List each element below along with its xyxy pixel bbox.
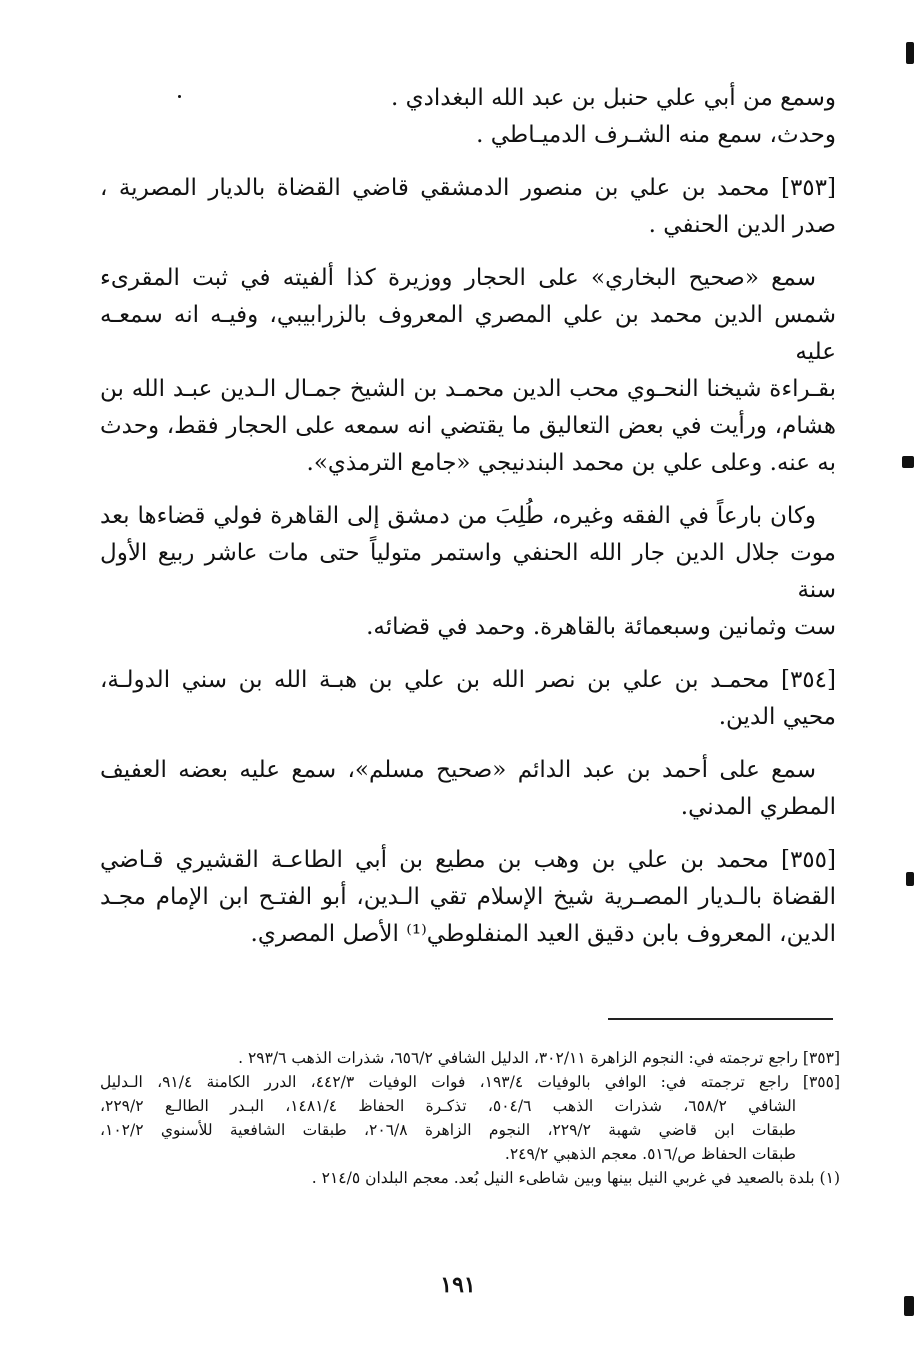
text-line: شمس الدين محمد بن علي المصري المعروف بالزرابيبي، وفيـه انه سمعـه عليه xyxy=(100,302,836,365)
scan-speck xyxy=(904,1296,914,1316)
text-line: الدين، المعروف بابن دقيق العيد المنفلوطي⁽¹⁾ الأصل المصري. xyxy=(250,921,836,947)
footnote-353 xyxy=(100,1046,840,1070)
text-line: موت جلال الدين جار الله الحنفي واستمر متولياً حتى مات عاشر ربيع الأول سنة xyxy=(100,540,836,603)
text-line: ست وثمانين وسبعمائة بالقاهرة. وحمد في قضائه. xyxy=(366,614,836,640)
entry-354-heading xyxy=(100,662,836,736)
footnote-1 xyxy=(100,1166,840,1190)
entry-354-body xyxy=(100,752,836,826)
text-line: وسمع من أبي علي حنبل بن عبد الله البغدادي . xyxy=(391,85,836,111)
footnote-line: طبقات الحفاظ ص/٥١٦. معجم الذهبي ٢٤٩/٢. xyxy=(504,1145,796,1163)
text-line: وحدث، سمع منه الشـرف الدميـاطي . xyxy=(476,122,836,148)
footnote-line: (١) بلدة بالصعيد في غربي النيل بينها وبين شاطىء النيل بُعد. معجم البلدان ٢١٤/٥ . xyxy=(311,1169,840,1187)
footnotes xyxy=(100,1046,840,1190)
footnote-line: [٣٥٥] راجع ترجمته في: الوافي بالوفيات ١٩٣/٤، فوات الوفيات ٤٤٢/٣، الدرر الكامنة ٩١/٤، الـدليل xyxy=(100,1073,840,1091)
text-line: بقـراءة شيخنا النحـوي محب الدين محمـد بن الشيخ جمـال الـدين عبـد الله بن xyxy=(100,376,836,402)
footnote-line: [٣٥٣] راجع ترجمته في: النجوم الزاهرة ٣٠٢/١١، الدليل الشافي ٦٥٦/٢، شذرات الذهب ٢٩٣/٦ . xyxy=(238,1049,840,1067)
text-line: [٣٥٥] محمد بن علي بن وهب بن مطيع بن أبي الطاعـة القشيري قـاضي xyxy=(100,847,836,873)
scan-speck xyxy=(906,42,914,64)
footnote-line: طبقات ابن قاضي شهبة ٢٢٩/٢، النجوم الزاهرة ٢٠٦/٨، طبقات الشافعية للأسنوي ١٠٢/٢، xyxy=(100,1121,796,1139)
text-line: [٣٥٣] محمد بن علي بن منصور الدمشقي قاضي القضاة بالديار المصرية ، xyxy=(100,175,836,201)
text-line: المطري المدني. xyxy=(680,794,836,820)
entry-353-heading xyxy=(100,170,836,244)
text-line: [٣٥٤] محمـد بن علي بن نصر الله بن علي بن هبـة الله بن سني الدولـة، xyxy=(100,667,836,693)
entry-353-body xyxy=(100,260,836,482)
text-line: به عنه. وعلى علي بن محمد البندنيجي «جامع الترمذي». xyxy=(306,450,836,476)
footnote-line: الشافي ٦٥٨/٢، شذرات الذهب ٥٠٤/٦، تذكـرة الحفاظ ١٤٨١/٤، البـدر الطالـع ٢٢٩/٢، xyxy=(100,1097,797,1115)
text-line: القضاة بالـديار المصـرية شيخ الإسلام تقي الـدين، أبو الفتـح ابن الإمام مجـد xyxy=(100,884,836,910)
main-text xyxy=(100,0,836,953)
text-line: هشام، ورأيت في بعض التعاليق ما يقتضي انه سمعه على الحجار فقط، وحدث xyxy=(100,413,836,439)
scan-speck xyxy=(902,456,914,468)
entry-355-heading xyxy=(100,842,836,953)
text-line: صدر الدين الحنفي . xyxy=(648,212,836,238)
text-line: سمع «صحيح البخاري» على الحجار ووزيرة كذا ألفيته في ثبت المقرىء xyxy=(100,265,816,291)
text-line: محيي الدين. xyxy=(718,704,836,730)
text-line: وكان بارعاً في الفقه وغيره، طُلِبَ من دمشق إلى القاهرة فولي قضاءها بعد xyxy=(100,503,816,529)
footnote-355 xyxy=(100,1070,840,1166)
footnote-separator xyxy=(608,1018,833,1020)
paragraph-hanbal xyxy=(100,80,836,154)
page-number: ١٩١ xyxy=(440,1272,476,1298)
text-line: سمع على أحمد بن عبد الدائم «صحيح مسلم»، سمع عليه بعضه العفيف xyxy=(100,757,816,783)
scan-speck xyxy=(906,872,914,886)
entry-353-biography xyxy=(100,498,836,646)
